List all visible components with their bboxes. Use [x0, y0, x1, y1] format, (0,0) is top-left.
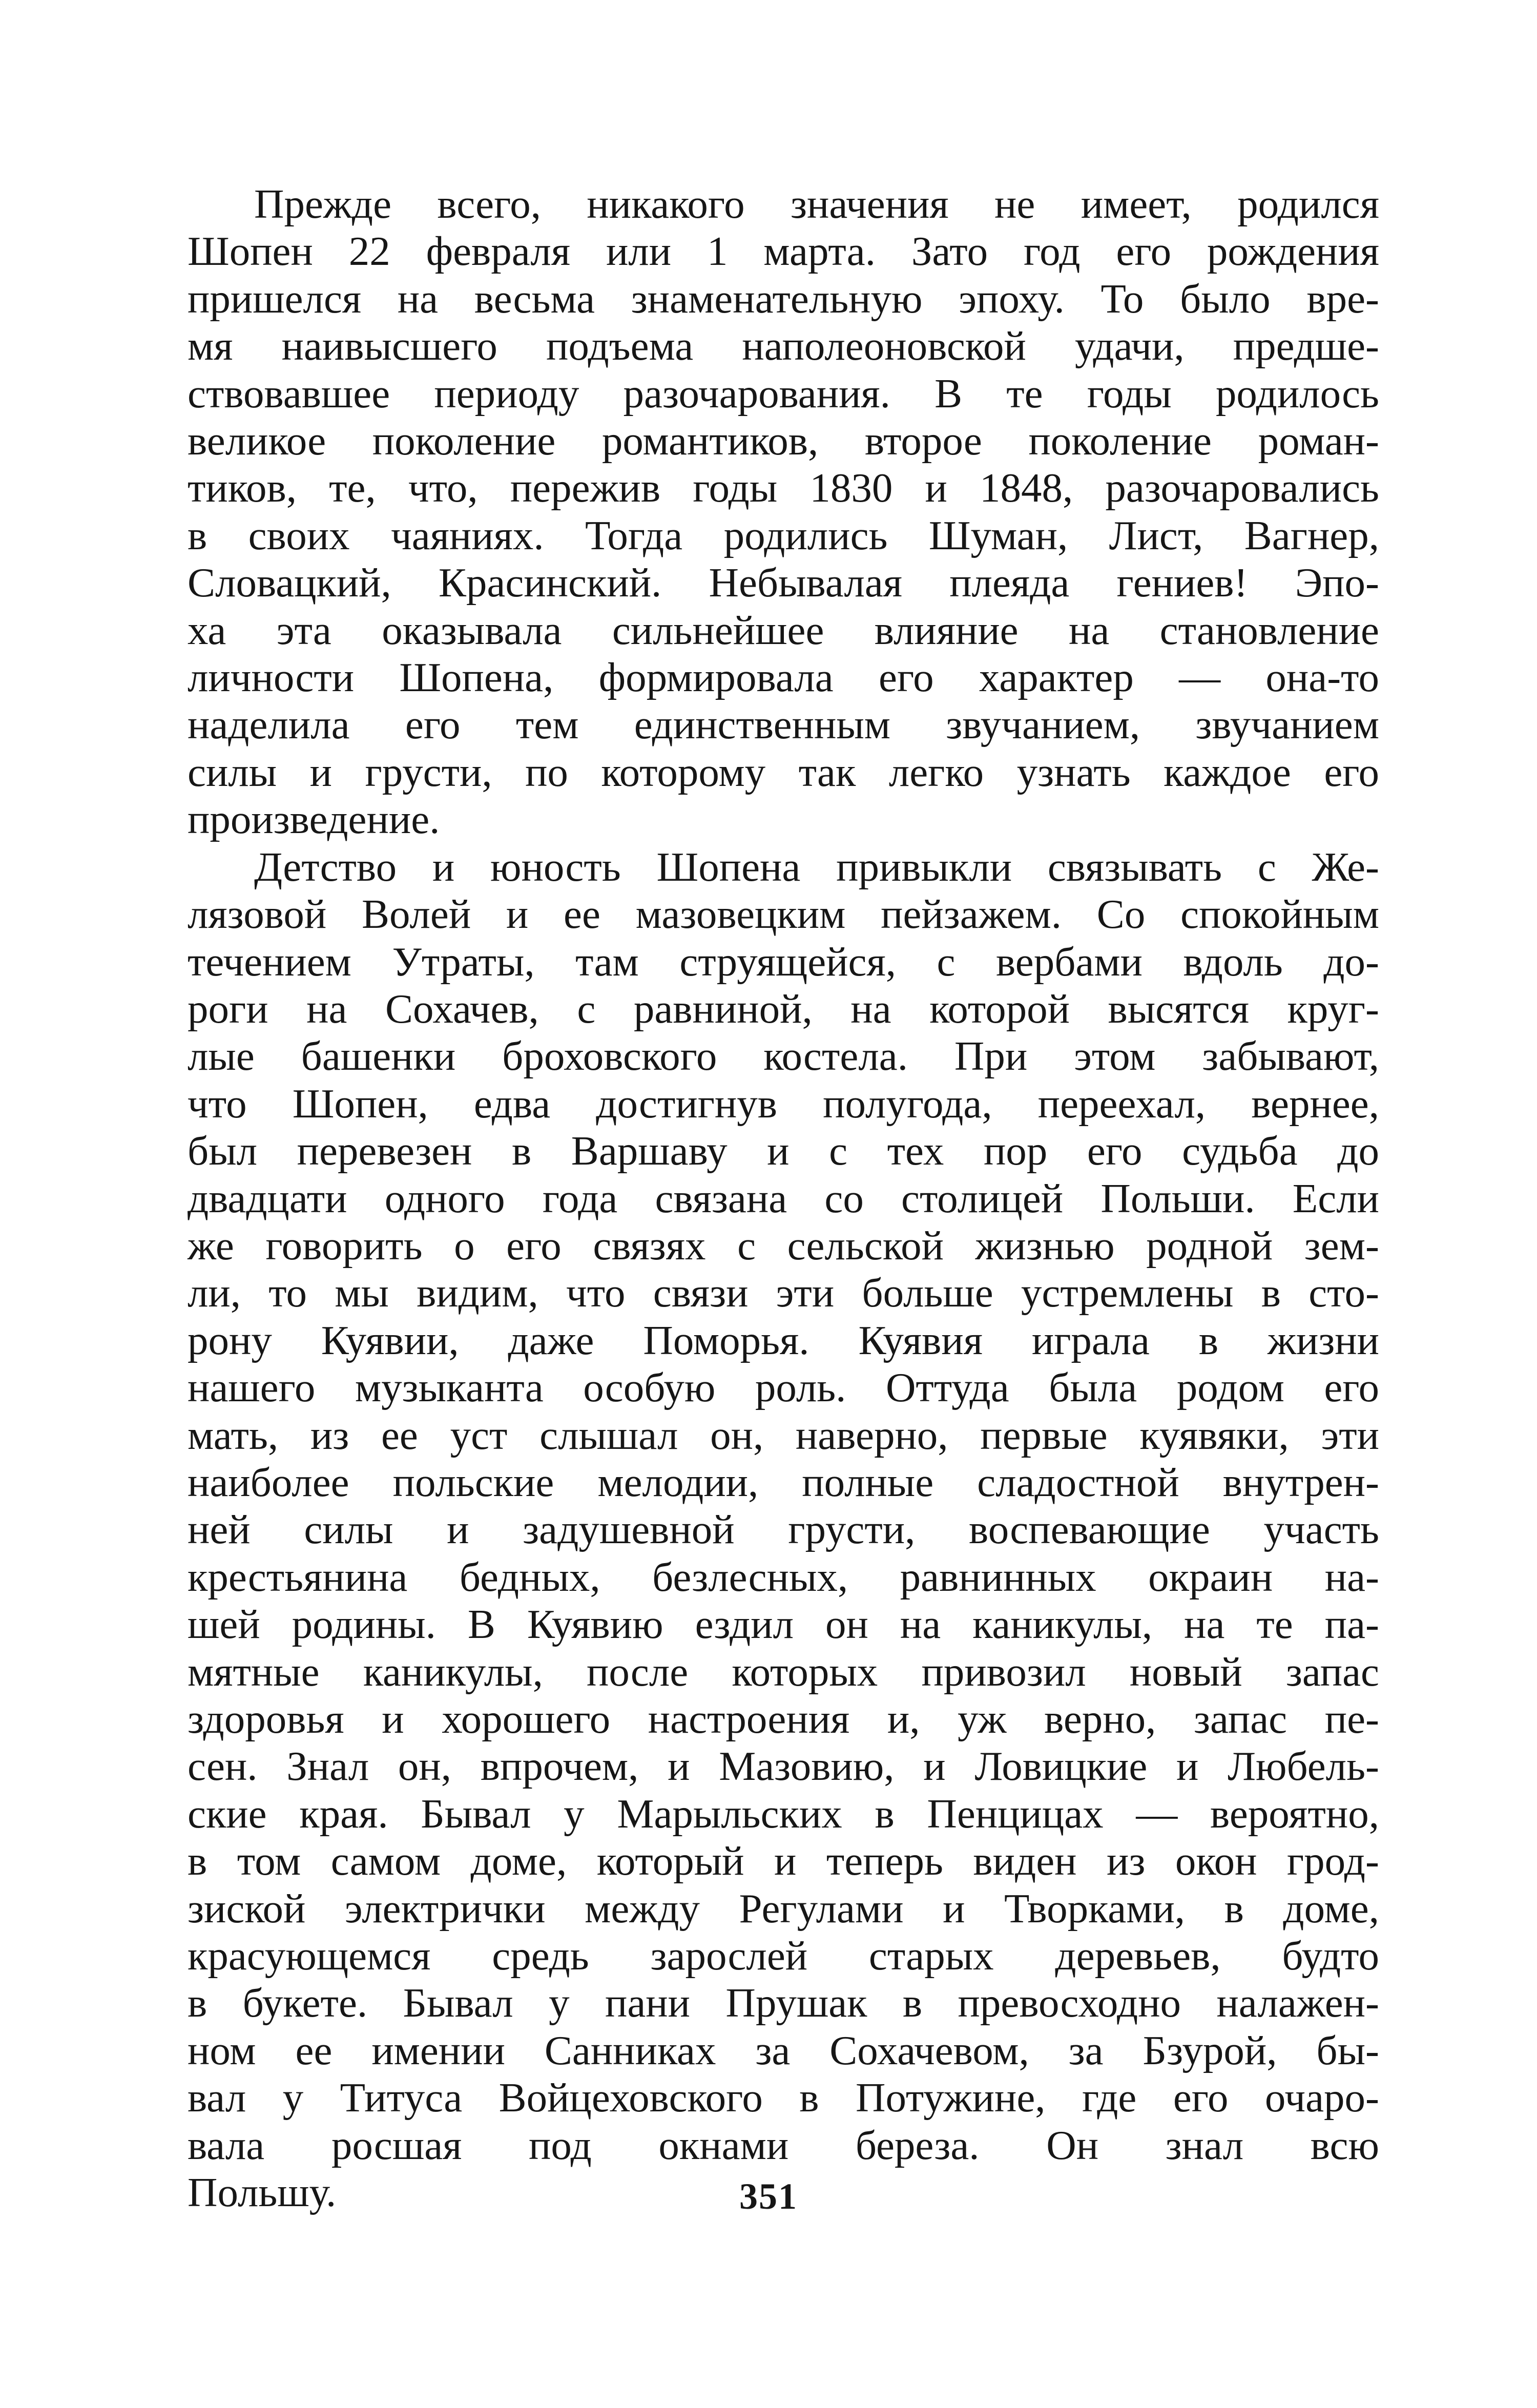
text-line: нашего музыканта особую роль. Оттуда была родом его — [188, 1364, 1379, 1411]
text-line: мать, из ее уст слышал он, наверно, первые куявяки, эти — [188, 1411, 1379, 1458]
text-line: Прежде всего, никакого значения не имеет, родился — [254, 181, 1379, 227]
text-line: в том самом доме, который и теперь виден из окон грод- — [188, 1838, 1379, 1884]
paragraph-1 — [188, 180, 1379, 843]
text-line: наделила его тем единственным звучанием, звучанием — [188, 701, 1379, 748]
text-line: красующемся средь зарослей старых деревьев, будто — [188, 1933, 1379, 1979]
page-number: 351 — [739, 2176, 798, 2217]
text-line: силы и грусти, по которому так легко узнать каждое его — [188, 749, 1379, 795]
text-line: ствовавшее периоду разочарования. В те годы родилось — [188, 370, 1379, 417]
text-line: в букете. Бывал у пани Прушак в превосходно налажен- — [188, 1980, 1379, 2026]
text-line: ха эта оказывала сильнейшее влияние на становление — [188, 607, 1379, 653]
text-line: Детство и юность Шопена привыкли связывать с Же- — [254, 843, 1379, 890]
text-line: мя наивысшего подъема наполеоновской удачи, предше- — [188, 323, 1379, 369]
text-line: произведение. — [188, 796, 440, 843]
text-line: в своих чаяниях. Тогда родились Шуман, Лист, Вагнер, — [188, 512, 1379, 558]
text-line: вал у Титуса Войцеховского в Потужине, где его очаро- — [188, 2074, 1379, 2121]
paragraph-2 — [188, 843, 1379, 2216]
text-line: крестьянина бедных, безлесных, равнинных окраин на- — [188, 1553, 1379, 1600]
text-line: двадцати одного года связана со столицей Польши. Если — [188, 1175, 1379, 1221]
text-line: зиской электрички между Регулами и Творками, в доме, — [188, 1885, 1379, 1932]
text-line: ней силы и задушевной грусти, воспевающие участь — [188, 1506, 1379, 1553]
text-line: рону Куявии, даже Поморья. Куявия играла в жизни — [188, 1317, 1379, 1363]
text-line: ли, то мы видим, что связи эти больше устремлены в сто- — [188, 1270, 1379, 1316]
text-line: что Шопен, едва достигнув полугода, переехал, вернее, — [188, 1080, 1379, 1127]
text-line: здоровья и хорошего настроения и, уж верно, запас пе- — [188, 1696, 1379, 1742]
text-line: лязовой Волей и ее мазовецким пейзажем. Со спокойным — [188, 891, 1379, 938]
body-text — [188, 180, 1379, 2216]
text-line: течением Утраты, там струящейся, с вербами вдоль до- — [188, 938, 1379, 985]
text-line: пришелся на весьма знаменательную эпоху. То было вре- — [188, 275, 1379, 322]
text-line: вала росшая под окнами береза. Он знал всю — [188, 2122, 1379, 2168]
text-line: личности Шопена, формировала его характер — она-то — [188, 654, 1379, 701]
text-line: лые башенки броховского костела. При этом забывают, — [188, 1033, 1379, 1080]
text-line: наиболее польские мелодии, полные сладостной внутрен- — [188, 1459, 1379, 1505]
text-line: Польшу. — [188, 2169, 337, 2216]
text-line: Шопен 22 февраля или 1 марта. Зато год его рождения — [188, 228, 1379, 275]
text-line: роги на Сохачев, с равниной, на которой высятся круг- — [188, 985, 1379, 1032]
text-line: ские края. Бывал у Марыльских в Пенцицах — вероятно, — [188, 1790, 1379, 1837]
text-line: шей родины. В Куявию ездил он на каникулы, на те па- — [188, 1601, 1379, 1648]
text-line: ном ее имении Санниках за Сохачевом, за Бзурой, бы- — [188, 2027, 1379, 2073]
text-line: великое поколение романтиков, второе поколение роман- — [188, 418, 1379, 464]
text-line: был перевезен в Варшаву и с тех пор его судьба до — [188, 1128, 1379, 1174]
text-line: же говорить о его связях с сельской жизнью родной зем- — [188, 1222, 1379, 1269]
text-line: Словацкий, Красинский. Небывалая плеяда гениев! Эпо- — [188, 559, 1379, 606]
text-line: сен. Знал он, впрочем, и Мазовию, и Ловицкие и Любель- — [188, 1743, 1379, 1790]
text-line: тиков, те, что, пережив годы 1830 и 1848, разочаровались — [188, 465, 1379, 511]
text-line: мятные каникулы, после которых привозил новый запас — [188, 1648, 1379, 1695]
